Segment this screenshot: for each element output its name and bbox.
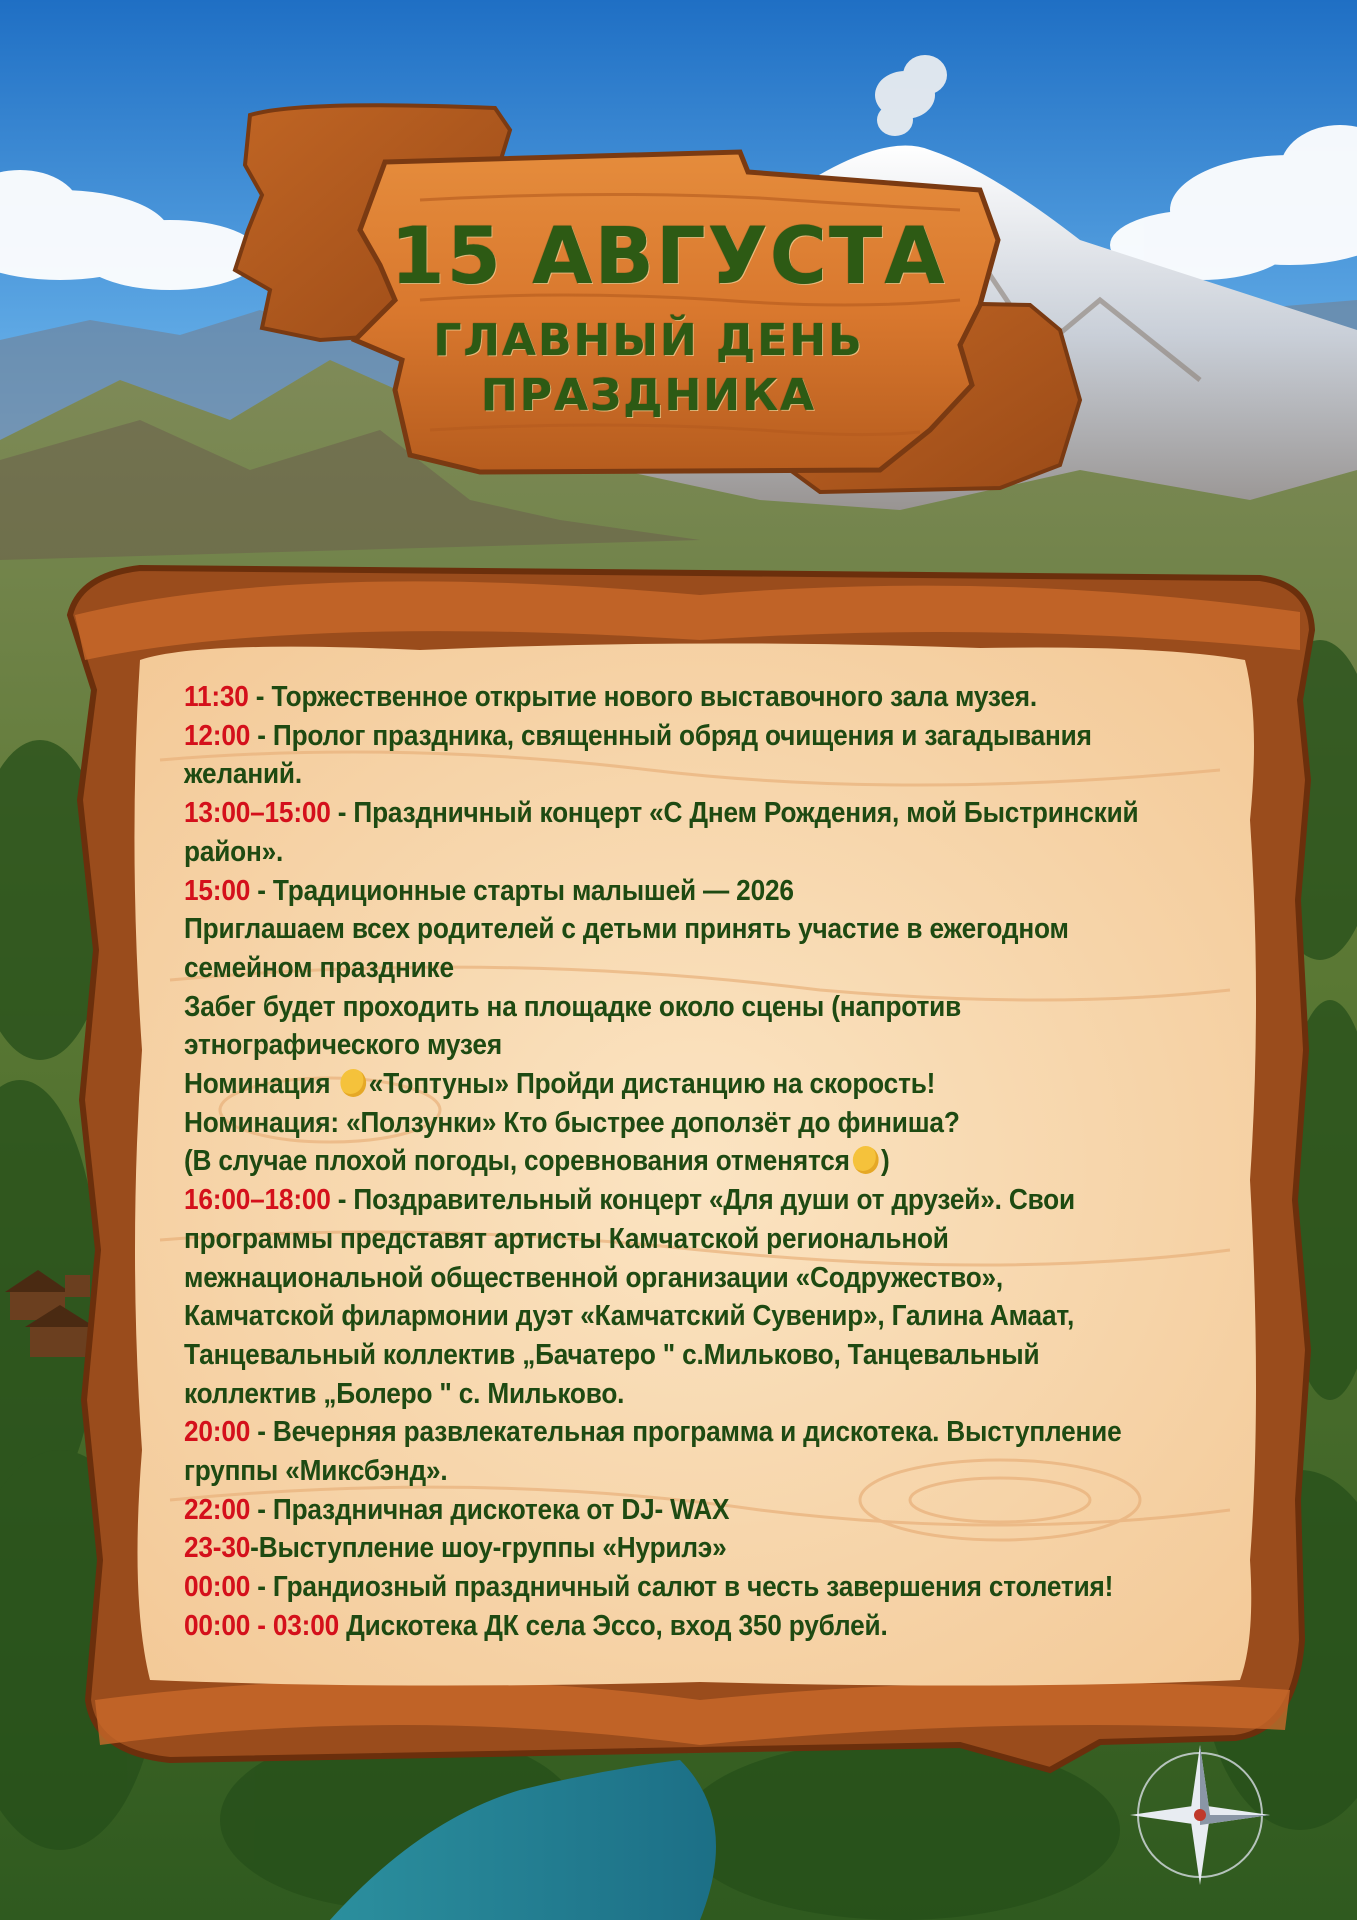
schedule-text-after: «Топтуны» Пройди дистанцию на скорость!: [368, 1068, 936, 1101]
schedule-text: Номинация: «Ползунки» Кто быстрее доползёт до финиша?: [184, 1106, 960, 1139]
schedule-text: этнографического музея: [184, 1029, 502, 1062]
schedule-time: 15:00: [184, 874, 251, 907]
schedule-text: Камчатской филармонии дуэт «Камчатский Сувенир», Галина Амаат,: [184, 1300, 1075, 1333]
schedule-line: [184, 1491, 1159, 1530]
schedule-text: - Торжественное открытие нового выставочного зала музея.: [248, 681, 1038, 713]
schedule-line: [184, 794, 1159, 833]
schedule-text: Приглашаем всех родителей с детьми принять участие в ежегодном: [184, 913, 1069, 946]
schedule-text: - Грандиозный праздничный салют в честь завершения столетия!: [250, 1571, 1114, 1604]
schedule-time: 13:00–15:00: [184, 797, 331, 830]
schedule-text: - Праздничный концерт «С Днем Рождения, мой Быстринский: [330, 797, 1139, 830]
schedule-text: желаний.: [184, 758, 302, 791]
schedule-time: 11:30: [184, 681, 249, 713]
schedule-text: Танцевальный коллектив „Бачатеро " с.Мильково, Танцевальный: [184, 1338, 1040, 1371]
schedule-line: [184, 1375, 1159, 1414]
schedule-line: [184, 1452, 1159, 1491]
schedule-line: [184, 1065, 1159, 1104]
schedule-line: [184, 1259, 1159, 1298]
subtitle-line-2: ПРАЗДНИКА: [480, 370, 817, 421]
schedule-text: программы представят артисты Камчатской региональной: [184, 1222, 949, 1255]
sign-plank-main: [355, 152, 998, 472]
schedule-text-after: ): [881, 1145, 890, 1178]
schedule-text: - Праздничная дискотека от DJ- WAX: [250, 1493, 730, 1526]
schedule-line: [184, 1529, 1159, 1568]
schedule-line: [184, 1181, 1159, 1220]
schedule-text: семейном празднике: [184, 951, 454, 984]
schedule-text: - Традиционные старты малышей — 2026: [250, 874, 794, 907]
schedule-text: - Пролог праздника, священный обряд очищения и загадывания: [250, 719, 1092, 752]
schedule-text: межнациональной общественной организации «Содружество»,: [184, 1261, 1004, 1294]
schedule-line: [184, 1104, 1159, 1143]
schedule-line: [184, 717, 1159, 756]
baby-emoji-icon: [340, 1069, 366, 1097]
event-date-title: 15 АВГУСТА: [390, 212, 947, 302]
schedule-text: (В случае плохой погоды, соревнования отменятся: [184, 1145, 850, 1178]
schedule-text: Забег будет проходить на площадке около сцены (напротив: [184, 990, 962, 1023]
schedule-line: [184, 872, 1159, 911]
schedule-text: Дискотека ДК села Эссо, вход 350 рублей.: [339, 1609, 888, 1642]
schedule-text: группы «Миксбэнд».: [184, 1455, 448, 1488]
schedule-text: -Выступление шоу-группы «Нурилэ»: [250, 1532, 727, 1565]
schedule-line: [184, 1142, 1159, 1181]
sad-face-emoji-icon: [853, 1146, 879, 1174]
schedule-line: [184, 1220, 1159, 1259]
schedule-line: [184, 1297, 1159, 1336]
schedule-text: Номинация: [184, 1068, 338, 1101]
schedule-line: [184, 988, 1159, 1027]
schedule-line: [184, 910, 1159, 949]
schedule-line: [184, 1568, 1159, 1607]
schedule-text: коллектив „Болеро " с. Мильково.: [184, 1377, 625, 1410]
schedule-line: [184, 678, 1159, 717]
schedule-line: [184, 1336, 1159, 1375]
schedule-line: [184, 1413, 1159, 1452]
schedule-text: район».: [184, 835, 284, 868]
schedule-time: 23-30: [184, 1532, 251, 1565]
schedule-time: 00:00 - 03:00: [184, 1609, 340, 1642]
schedule-line: [184, 1607, 1159, 1646]
schedule-text: - Вечерняя развлекательная программа и дискотека. Выступление: [250, 1416, 1122, 1449]
schedule-list: [184, 678, 1159, 1646]
schedule-time: 20:00: [184, 1416, 251, 1449]
schedule-line: [184, 949, 1159, 988]
schedule-text: - Поздравительный концерт «Для души от друзей». Свои: [330, 1184, 1075, 1217]
schedule-line: [184, 1026, 1159, 1065]
schedule-line: [184, 755, 1159, 794]
schedule-time: 22:00: [184, 1493, 251, 1526]
schedule-time: 12:00: [184, 719, 251, 752]
schedule-time: 16:00–18:00: [184, 1184, 331, 1217]
schedule-line: [184, 833, 1159, 872]
schedule-time: 00:00: [184, 1571, 251, 1604]
subtitle-line-1: ГЛАВНЫЙ ДЕНЬ: [433, 315, 864, 366]
